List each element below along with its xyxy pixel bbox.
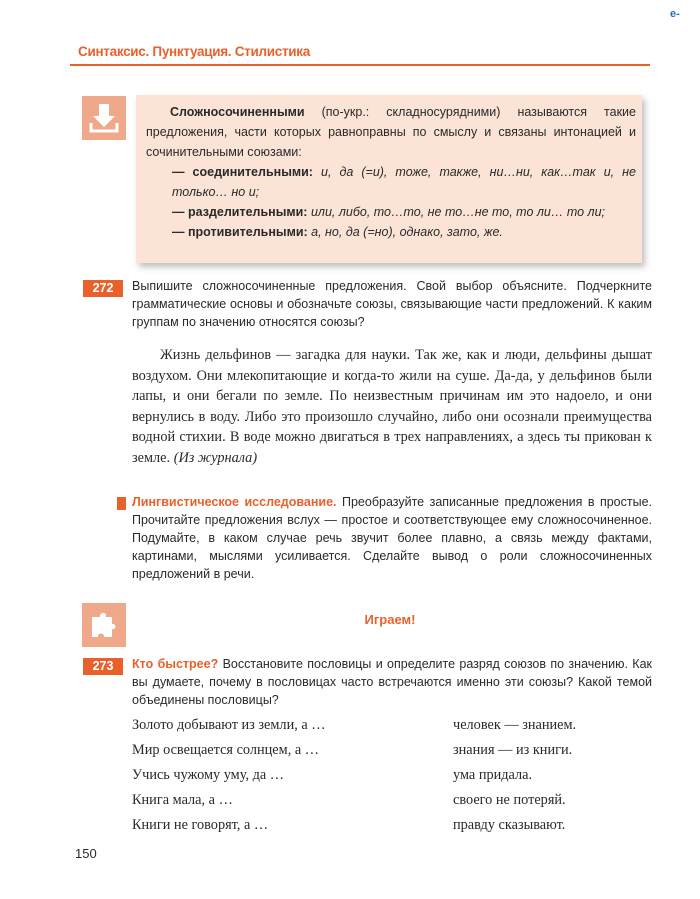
rule-term: Сложносочиненными	[170, 105, 305, 119]
proverb-end: правду сказывают.	[453, 817, 566, 833]
proverb-start: Золото добывают из земли, а …	[132, 717, 326, 733]
proverb-row	[132, 742, 612, 762]
game-title: Играем!	[364, 612, 416, 627]
passage-text: Жизнь дельфинов — загадка для науки. Так же, как и люди, дельфины дышат воздухом. Они млекопитающие и когда-то жили на суше. Да-да, у дельфинов были лапы, и они бегали по земле. По неизвестным причинам им это надоело, и они вернулись в воду. Либо это произошло случайно, либо они осознали преимущества водной стихии. В воде можно двигаться в трех направлениях, а здесь ты прикован к земле.	[132, 347, 652, 466]
download-icon	[82, 96, 126, 140]
proverb-start: Учись чужому уму, да …	[132, 767, 285, 783]
rule-text	[146, 102, 636, 242]
rule-item-adversative: — противительными: а, но, да (=но), однако, зато, же.	[172, 225, 503, 239]
passage-source: (Из журнала)	[173, 449, 258, 466]
exercise-number-272: 272	[83, 280, 123, 297]
page-number: 150	[75, 846, 97, 861]
proverb-start: Книга мала, а …	[132, 792, 233, 808]
proverb-end: человек — знанием.	[453, 717, 577, 733]
proverb-end: ума придала.	[453, 767, 533, 783]
header-divider	[70, 64, 650, 66]
proverb-row	[132, 792, 612, 812]
proverb-row	[132, 817, 612, 837]
rule-item-coordinating: — соединительными: и, да (=и), тоже, также, ни…ни, как…так и, не только… но и;	[172, 165, 636, 199]
proverb-row	[132, 767, 612, 787]
proverb-end: своего не потеряй.	[453, 792, 566, 808]
task-272-instructions: Выпишите сложносочиненные предложения. Свой выбор объясните. Подчеркните грамматические основы и обозначьте союзы, связывающие части предложений. К каким группам по значению относятся союзы?	[132, 279, 652, 329]
proverb-row	[132, 717, 612, 737]
research-lead: Лингвистическое исследование.	[132, 495, 337, 509]
task-273-body: Восстановите пословицы и определите разряд союзов по значению. Как вы думаете, почему в пословицах часто встречаются именно эти союзы? Какой темой объединены пословицы?	[132, 657, 652, 707]
puzzle-icon	[82, 603, 126, 647]
rule-item-disjunctive: — разделительными: или, либо, то…то, не то…не то, то ли… то ли;	[172, 205, 606, 219]
research-text	[132, 493, 652, 583]
proverb-start: Книги не говорят, а …	[132, 817, 269, 833]
task-273-instructions	[132, 655, 652, 709]
exercise-number-273: 273	[83, 658, 123, 675]
section-title: Синтаксис. Пунктуация. Стилистика	[78, 44, 310, 59]
publisher-logo: e-	[670, 8, 680, 20]
rule-intro: (по-укр.: складносурядними) называются такие предложения, части которых равноправны по смыслу и связаны интонацией и сочинительными союзами:	[146, 105, 636, 159]
proverb-end: знания — из книги.	[453, 742, 573, 758]
task-272-passage	[132, 345, 652, 468]
proverb-start: Мир освещается солнцем, а …	[132, 742, 320, 758]
research-body: Преобразуйте записанные предложения в простые. Прочитайте предложения вслух — простое и соответствующее ему сложносочиненное. Подумайте, в каком случае речь звучит более плавно, а связь между фактами, картинами, мыслями усиливается. Сделайте вывод о роли сложносочиненных предложений в речи.	[132, 495, 652, 581]
research-marker	[117, 497, 126, 510]
task-273-lead: Кто быстрее?	[132, 657, 219, 671]
